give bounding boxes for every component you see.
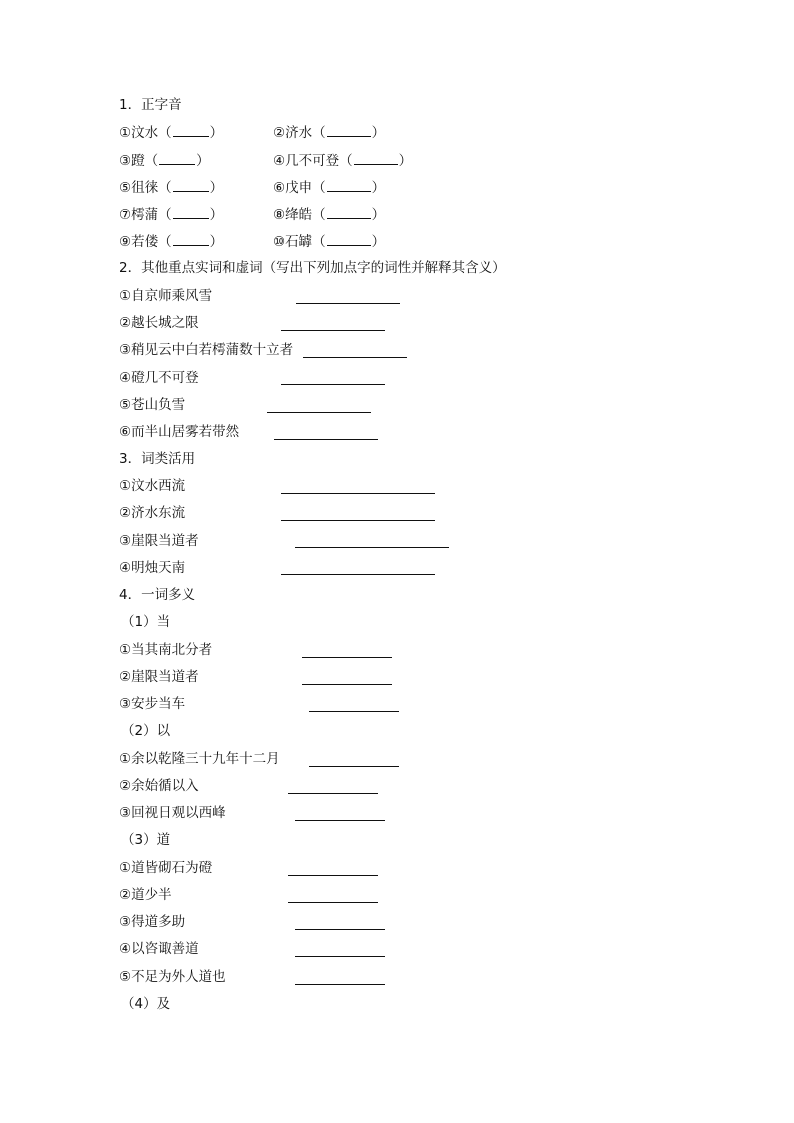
polysemy-item: ①当其南北分者 bbox=[119, 642, 213, 658]
answer-line[interactable] bbox=[295, 956, 385, 957]
group-4-title: （4）及 bbox=[121, 996, 171, 1012]
answer-line[interactable] bbox=[281, 574, 435, 575]
polysemy-item: ①道皆砌石为磴 bbox=[119, 860, 213, 876]
answer-line[interactable] bbox=[295, 984, 385, 985]
answer-blank[interactable] bbox=[173, 177, 209, 192]
answer-line[interactable] bbox=[281, 493, 435, 494]
usage-item-1: ①汶水西流 bbox=[119, 478, 186, 494]
polysemy-item: ②崖限当道者 bbox=[119, 669, 199, 685]
answer-blank[interactable] bbox=[173, 122, 209, 137]
group-1-title: （1）当 bbox=[121, 614, 171, 630]
usage-item-2: ②济水东流 bbox=[119, 505, 186, 521]
answer-line[interactable] bbox=[295, 547, 449, 548]
polysemy-item: ③得道多助 bbox=[119, 914, 186, 930]
answer-blank[interactable] bbox=[327, 177, 371, 192]
word-item-3: ③稍见云中白若樗蒲数十立者 bbox=[119, 342, 294, 358]
pronunciation-item-2: ②济水（ ） bbox=[273, 122, 385, 142]
answer-line[interactable] bbox=[303, 357, 407, 358]
pronunciation-item-3: ③蹬（ ） bbox=[119, 150, 210, 170]
answer-line[interactable] bbox=[295, 929, 385, 930]
usage-item-4: ④明烛天南 bbox=[119, 560, 186, 576]
answer-line[interactable] bbox=[295, 820, 385, 821]
usage-item-3: ③崖限当道者 bbox=[119, 533, 199, 549]
polysemy-item: ③安步当车 bbox=[119, 696, 186, 712]
answer-blank[interactable] bbox=[173, 204, 209, 219]
pronunciation-item-7: ⑦樗蒲（ ） bbox=[119, 204, 223, 224]
answer-line[interactable] bbox=[281, 384, 385, 385]
answer-line[interactable] bbox=[302, 657, 392, 658]
word-item-4: ④磴几不可登 bbox=[119, 370, 199, 386]
section-2-heading: 2．其他重点实词和虚词（写出下列加点字的词性并解释其含义） bbox=[119, 260, 506, 276]
polysemy-item: ②余始循以入 bbox=[119, 778, 199, 794]
section-1-heading: 1．正字音 bbox=[119, 97, 182, 113]
pronunciation-item-5: ⑤徂徕（ ） bbox=[119, 177, 223, 197]
answer-line[interactable] bbox=[274, 439, 378, 440]
word-item-5: ⑤苍山负雪 bbox=[119, 397, 186, 413]
answer-blank[interactable] bbox=[327, 122, 371, 137]
answer-line[interactable] bbox=[288, 793, 378, 794]
answer-blank[interactable] bbox=[173, 231, 209, 246]
section-4-heading: 4．一词多义 bbox=[119, 587, 196, 603]
answer-line[interactable] bbox=[309, 711, 399, 712]
answer-line[interactable] bbox=[296, 303, 400, 304]
answer-blank[interactable] bbox=[159, 150, 195, 165]
polysemy-item: ③回视日观以西峰 bbox=[119, 805, 226, 821]
answer-line[interactable] bbox=[288, 875, 378, 876]
answer-line[interactable] bbox=[281, 330, 385, 331]
answer-line[interactable] bbox=[281, 520, 435, 521]
answer-line[interactable] bbox=[288, 902, 378, 903]
word-item-1: ①自京师乘风雪 bbox=[119, 288, 213, 304]
pronunciation-item-10: ⑩石罅（ ） bbox=[273, 231, 385, 251]
pronunciation-item-6: ⑥戊申（ ） bbox=[273, 177, 385, 197]
answer-line[interactable] bbox=[267, 412, 371, 413]
polysemy-item: ②道少半 bbox=[119, 887, 172, 903]
group-3-title: （3）道 bbox=[121, 832, 171, 848]
pronunciation-item-9: ⑨若偻（ ） bbox=[119, 231, 223, 251]
word-item-2: ②越长城之限 bbox=[119, 315, 199, 331]
polysemy-item: ④以咨诹善道 bbox=[119, 941, 199, 957]
word-item-6: ⑥而半山居雾若带然 bbox=[119, 424, 240, 440]
answer-blank[interactable] bbox=[354, 150, 398, 165]
polysemy-item: ⑤不足为外人道也 bbox=[119, 969, 226, 985]
pronunciation-item-1: ①汶水（ ） bbox=[119, 122, 223, 142]
polysemy-item: ①余以乾隆三十九年十二月 bbox=[119, 751, 280, 767]
section-3-heading: 3．词类活用 bbox=[119, 451, 196, 467]
answer-line[interactable] bbox=[309, 766, 399, 767]
pronunciation-item-4: ④几不可登（ ） bbox=[273, 150, 412, 170]
answer-line[interactable] bbox=[302, 684, 392, 685]
group-2-title: （2）以 bbox=[121, 723, 171, 739]
pronunciation-item-8: ⑧绛皓（ ） bbox=[273, 204, 385, 224]
answer-blank[interactable] bbox=[327, 231, 371, 246]
answer-blank[interactable] bbox=[327, 204, 371, 219]
